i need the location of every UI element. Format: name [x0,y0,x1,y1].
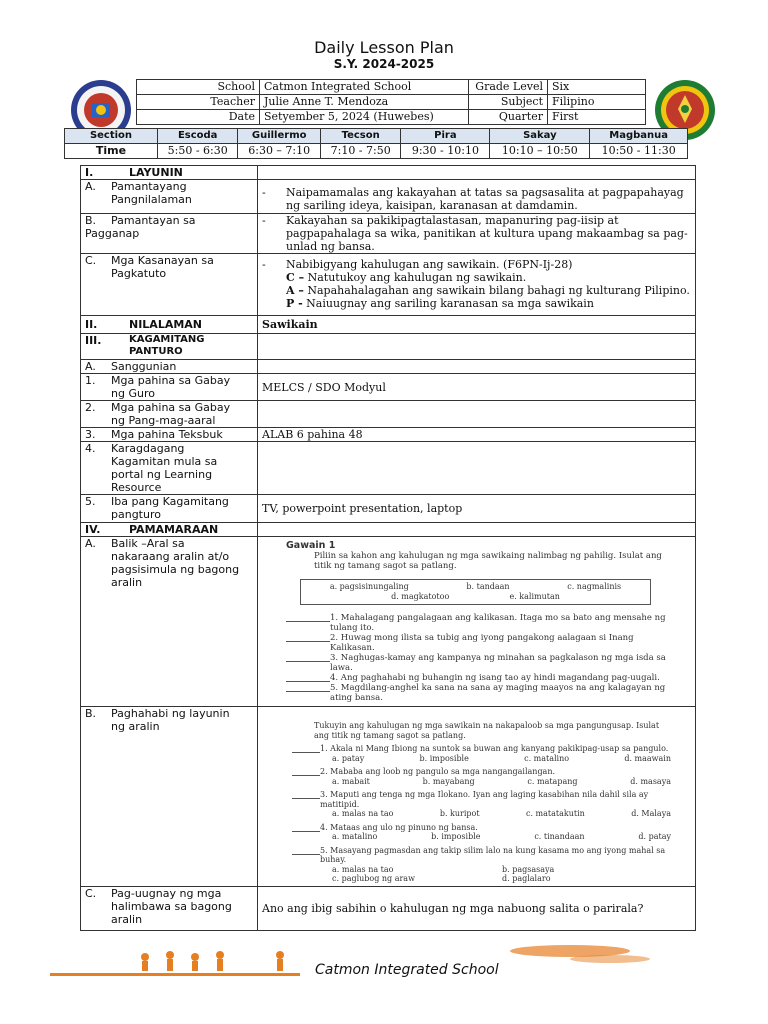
kagamitan-heading: III. KAGAMITANG PANTURO [81,334,258,360]
learning-resource-label: 4. Karagdagang Kagamitan mula sa portal ng Learning Resource [81,442,258,495]
gabay-guro-label: 1. Mga pahina sa Gabay ng Guro [81,374,258,401]
teksbuk-label: 3. Mga pahina Teksbuk [81,428,258,442]
time-cell: 9:30 - 10:10 [401,144,490,159]
paghahabi-label: B. Paghahabi ng layunin ng aralin [81,707,258,887]
pamamaraan-heading: IV. PAMAMARAAN [81,523,258,537]
gawain1-title: Gawain 1 [286,540,336,551]
quarter-value: First [548,110,646,125]
pamantayan-pagganap-text: - Kakayahan sa pakikipagtalastasan, mapanuring pag-iisip at pagpapahalaga sa wika, panitikan at kultura upang makaambag sa pag-unlad ng bansa. [258,214,696,254]
layunin-heading: I. LAYUNIN [81,166,258,180]
quarter-label: Quarter [469,110,548,125]
grade-value: Six [548,80,646,95]
time-label: Time [65,144,158,159]
pamantayang-pangnilalaman-text: - Naipamamalas ang kakayahan at tatas sa pagsasalita at pagpapahayag ng sariling ideya, kaisipan, karanasan at damdamin. [258,180,696,214]
pamantayang-pangnilalaman-label: A. Pamantayang Pangnilalaman [81,180,258,214]
date-value: Setyember 5, 2024 (Huwebes) [260,110,469,125]
nilalaman-heading: II. NILALAMAN [81,316,258,334]
lesson-table [80,165,696,931]
date-label: Date [137,110,260,125]
sanggunian-label: A. Sanggunian [81,360,258,374]
teacher-value: Julie Anne T. Mendoza [260,95,469,110]
subject-label: Subject [469,95,548,110]
teksbuk-value: ALAB 6 pahina 48 [258,428,696,442]
section-cell: Sakay [490,129,590,144]
gabay-mag-aaral-label: 2. Mga pahina sa Gabay ng Pang-mag-aaral [81,401,258,428]
section-label: Section [65,129,158,144]
gawain1-worksheet: Gawain 1 Piliin sa kahon ang kahulugan ng mga sawikaing nalimbag ng pahilig. Isulat ang titik ng tamang sagot sa patlang. a. pagsisinungaling b. tandaan c. nagmalinis d. magkatotoo e. kalimutan 1. Mahalagang pangalagaan ang kalikasan. Itaga mo sa bato ang mensahe ng tulang ito. 2. Huwag mong ilista sa tubig ang iyong pangakong aalagaan si Inang Kalikasan. 3. Naghugas-kamay ang kampanya ng minahan sa pagkalason ng mga isda sa lawa. 4. Ang paghahabi ng buhangin ng isang tao ay hindi magandang pag-uugali. 5. Magdilang-anghel ka sana na sana ay maging maayos na ang kalagayan ng ating bansa. [258,537,696,707]
pag-uugnay-label: C. Pag-uugnay ng mga halimbawa sa bagong aralin [81,887,258,931]
gawain1-choices-box: a. pagsisinungaling b. tandaan c. nagmalinis d. magkatotoo e. kalimutan [300,579,651,605]
school-label: School [137,80,260,95]
pamantayan-pagganap-label: B. Pamantayan sa Pagganap [81,214,258,254]
kasanayan-label: C. Mga Kasanayan sa Pagkatuto [81,254,258,316]
school-year: S.Y. 2024-2025 [333,57,435,71]
page-title: Daily Lesson Plan [314,38,454,57]
nilalaman-value: Sawikain [258,316,696,334]
gabay-guro-value: MELCS / SDO Modyul [258,374,696,401]
info-table [136,79,646,125]
section-cell: Magbanua [590,129,688,144]
time-cell: 10:50 - 11:30 [590,144,688,159]
time-cell: 7:10 - 7:50 [320,144,400,159]
gawain2-instruction: Tukuyin ang kahulugan ng mga sawikain na nakapaloob sa mga pangungusap. Isulat ang titik ng tamang sagot sa patlang. [314,721,660,740]
pag-uugnay-value: Ano ang ibig sabihin o kahulugan ng mga nabuong salita o parirala? [258,887,696,931]
schedule-table [64,128,688,159]
section-cell: Escoda [158,129,238,144]
teacher-label: Teacher [137,95,260,110]
school-value: Catmon Integrated School [260,80,469,95]
time-cell: 5:50 - 6:30 [158,144,238,159]
footer-school-name: Catmon Integrated School [315,962,499,978]
gawain1-instruction: Piliin sa kahon ang kahulugan ng mga sawikaing nalimbag ng pahilig. Isulat ang titik ng tamang sagot sa patlang. [314,551,662,571]
time-cell: 6:30 – 7:10 [238,144,321,159]
iba-pang-kagamitan-label: 5. Iba pang Kagamitang pangturo [81,495,258,523]
section-cell: Pira [401,129,490,144]
time-cell: 10:10 – 10:50 [490,144,590,159]
balik-aral-label: A. Balik –Aral sa nakaraang aralin at/o pagsisimula ng bagong aralin [81,537,258,707]
iba-pang-kagamitan-value: TV, powerpoint presentation, laptop [258,495,696,523]
section-cell: Guillermo [238,129,321,144]
grade-label: Grade Level [469,80,548,95]
section-cell: Tecson [320,129,400,144]
kasanayan-text: - Nabibigyang kahulugan ang sawikain. (F6PN-Ij-28) C – Natutukoy ang kahulugan ng sawikain. A – Napahahalagahan ang sawikain bilang bahagi ng kulturang Pilipino. P - Naiuugnay ang sariling karanasan sa mga sawikain [258,254,696,316]
gawain2-worksheet: Tukuyin ang kahulugan ng mga sawikain na nakapaloob sa mga pangungusap. Isulat ang titik ng tamang sagot sa patlang. 1. Akala ni Mang Ibiong na suntok sa buwan ang kanyang pakikipag-usap sa pangulo. a. patay b. imposible c. matalino d. maawain 2. Mababa ang loob ng pangulo sa mga nangangailangan. a. mabait b. mayabang c. matapang d. masaya 3. Maputi ang tenga ng mga Ilokano. Iyan ang laging kasabihan nila dahil sila ay matitipid. a. malas na tao b. kuripot c. matatakutin d. Malaya 4. Mataas ang ulo ng pinuno ng bansa. a. matalino b. imposible c. tinandaan d. patay 5. Masayang pagmasdan ang takip silim lalo na kung kasama mo ang iyong mahal sa buhay. a. malas na tao b. pagsasaya c. paglubog ng araw d. paglalaro [258,707,696,887]
subject-value: Filipino [548,95,646,110]
